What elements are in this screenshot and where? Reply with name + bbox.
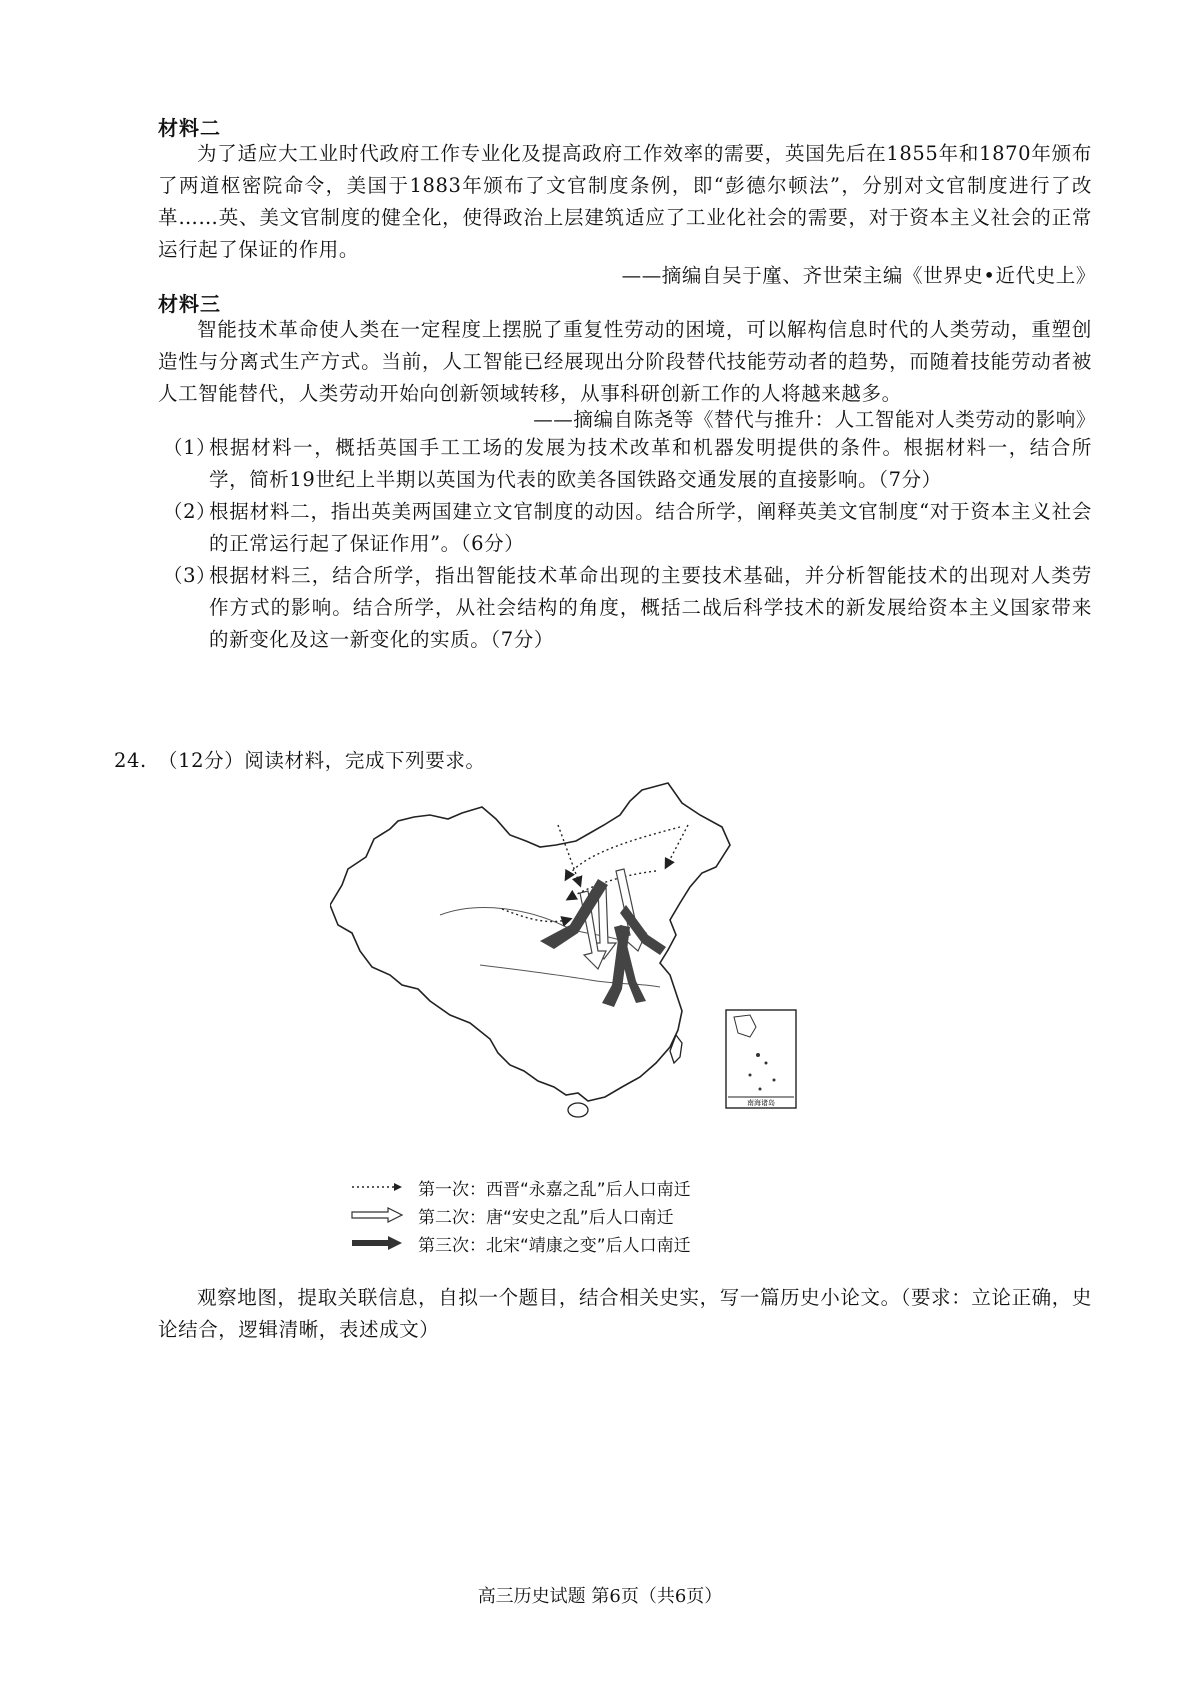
question-2-text: 根据材料二，指出英美两国建立文官制度的动因。结合所学，阐释英美文官制度“对于资本主义社会的正常运行起了保证作用”。（6分）: [209, 500, 1092, 555]
legend-label-second: 第二次：唐“安史之乱”后人口南迁: [418, 1207, 674, 1228]
material2-text: 为了适应大工业时代政府工作专业化及提高政府工作效率的需要，英国先后在1855年和1870年颁布了两道枢密院命令，美国于1883年颁布了文官制度条例，即“彭德尔顿法”，分别对文官制度进行了改革……英、美文官制度的健全化，使得政治上层建筑适应了工业化社会的需要，对于资本主义社会的正常运行起了保证的作用。: [158, 142, 1092, 261]
question-24: [114, 745, 486, 773]
question-1: [163, 432, 1092, 496]
legend-label-third: 第三次：北宋“靖康之变”后人口南迁: [418, 1235, 691, 1256]
dotted-arrow-icon: [350, 1179, 406, 1195]
question-1-number: （1）: [163, 436, 217, 459]
material3-source: ——摘编自陈尧等《替代与推升：人工智能对人类劳动的影响》: [533, 408, 1096, 431]
question-24-text: （12分）阅读材料，完成下列要求。: [158, 749, 486, 772]
question-3-number: （3）: [163, 564, 217, 587]
legend-item-first: [350, 1173, 691, 1201]
page-footer: 高三历史试题 第6页（共6页）: [477, 1586, 723, 1607]
material3-text: 智能技术革命使人类在一定程度上摆脱了重复性劳动的困境，可以解构信息时代的人类劳动，重塑创造性与分离式生产方式。当前，人工智能已经展现出分阶段替代技能劳动者的趋势，而随着技能劳动者被人工智能替代，人类劳动开始向创新领域转移，从事科研创新工作的人将越来越多。: [158, 318, 1092, 405]
legend-item-second: [350, 1201, 691, 1229]
material3-heading: 材料三: [158, 292, 221, 316]
solid-arrow-icon: [350, 1235, 406, 1251]
china-outline: [330, 783, 730, 1101]
legend-item-third: [350, 1229, 691, 1257]
south-sea-inset: [726, 1010, 796, 1108]
question-3-text: 根据材料三，结合所学，指出智能技术革命出现的主要技术基础，并分析智能技术的出现对人类劳作方式的影响。结合所学，从社会结构的角度，概括二战后科学技术的新发展给资本主义国家带来的新变化及这一新变化的实质。（7分）: [209, 564, 1092, 651]
hollow-arrow-icon: [350, 1207, 406, 1223]
essay-task: 观察地图，提取关联信息，自拟一个题目，结合相关史实，写一篇历史小论文。（要求：立论正确，史论结合，逻辑清晰，表述成文）: [158, 1286, 1092, 1341]
legend-label-first: 第一次：西晋“永嘉之乱”后人口南迁: [418, 1179, 691, 1200]
question-1-text: 根据材料一，概括英国手工工场的发展为技术改革和机器发明提供的条件。根据材料一，结合所学，简析19世纪上半期以英国为代表的欧美各国铁路交通发展的直接影响。（7分）: [209, 436, 1092, 491]
question-24-number: 24.: [114, 749, 147, 772]
material2-source: ——摘编自吴于廑、齐世荣主编《世界史•近代史上》: [621, 264, 1096, 287]
inset-label: 南海诸岛: [747, 1099, 775, 1107]
china-migration-map: [330, 775, 870, 1170]
question-3: [163, 560, 1092, 656]
material2-heading: 材料二: [158, 116, 221, 140]
question-2-number: （2）: [163, 500, 217, 523]
map-legend: [350, 1173, 691, 1257]
question-2: [163, 496, 1092, 560]
